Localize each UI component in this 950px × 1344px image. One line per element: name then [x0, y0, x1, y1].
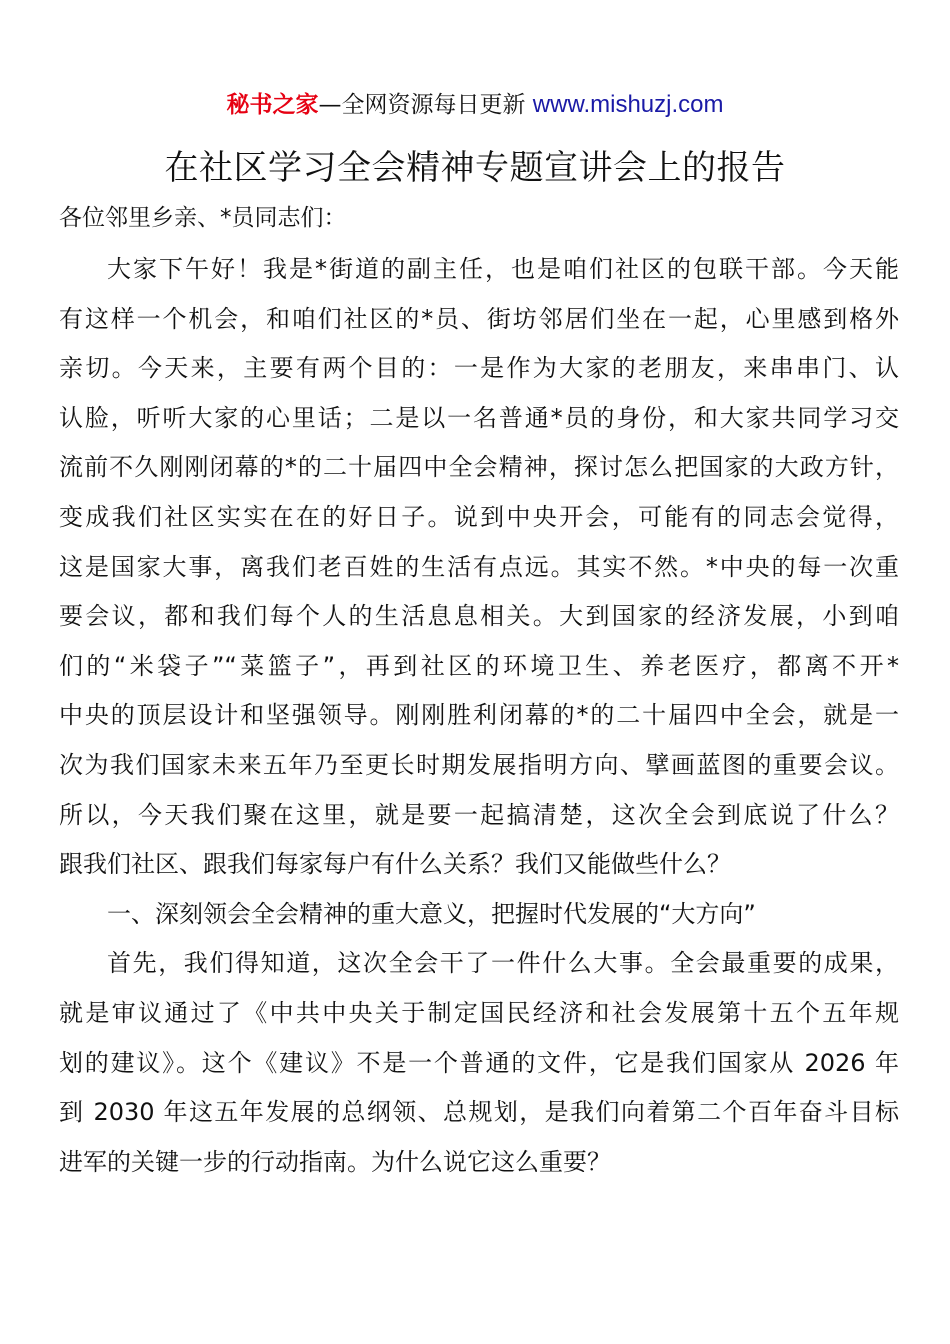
body-line: 跟我们社区、跟我们每家每户有什么关系？我们又能做些什么？: [59, 850, 731, 879]
body-line: 有这样一个机会，和咱们社区的*员、街坊邻居们坐在一起，心里感到格外: [59, 304, 899, 333]
site-header: [0, 88, 950, 122]
section-heading: 一、深刻领会全会精神的重大意义，把握时代发展的“大方向”: [107, 899, 756, 928]
body-line: 亲切。今天来，主要有两个目的：一是作为大家的老朋友，来串串门、认: [59, 354, 899, 383]
body-line: 首先，我们得知道，这次全会干了一件什么大事。全会最重要的成果，: [107, 949, 899, 978]
body-line: 就是审议通过了《中共中央关于制定国民经济和社会发展第十五个五年规: [59, 998, 899, 1027]
salutation: 各位邻里乡亲、*员同志们：: [59, 205, 347, 231]
body-line: 中央的顶层设计和坚强领导。刚刚胜利闭幕的*的二十届四中全会，就是一: [59, 701, 899, 730]
body-line: 划的建议》。这个《建议》不是一个普通的文件，它是我们国家从 2026 年: [59, 1048, 899, 1077]
body-line: 这是国家大事，离我们老百姓的生活有点远。其实不然。*中央的每一次重: [59, 552, 899, 581]
body-line: 到 2030 年这五年发展的总纲领、总规划，是我们向着第二个百年奋斗目标: [59, 1098, 899, 1127]
body-line: 认脸，听听大家的心里话；二是以一名普通*员的身份，和大家共同学习交: [59, 403, 899, 432]
site-brand: 秘书之家: [226, 92, 319, 118]
body-line: 进军的关键一步的行动指南。为什么说它这么重要？: [59, 1147, 611, 1176]
body-line: 要会议，都和我们每个人的生活息息相关。大到国家的经济发展，小到咱: [59, 602, 899, 631]
body-line: 流前不久刚刚闭幕的*的二十届四中全会精神，探讨怎么把国家的大政方针，: [59, 453, 899, 482]
site-tagline: —全网资源每日更新: [318, 92, 526, 118]
body-line: 所以，今天我们聚在这里，就是要一起搞清楚，这次全会到底说了什么？: [59, 800, 899, 829]
body-line: 变成我们社区实实在在的好日子。说到中央开会，可能有的同志会觉得，: [59, 502, 899, 531]
body-line: 们的“米袋子”“菜篮子”，再到社区的环境卫生、养老医疗，都离不开*: [59, 651, 899, 680]
site-url-link[interactable]: www.mishuzj.com: [532, 91, 724, 118]
body-line: 大家下午好！我是*街道的副主任，也是咱们社区的包联干部。今天能: [107, 255, 899, 283]
document-body: [59, 245, 899, 1187]
document-title: 在社区学习全会精神专题宣讲会上的报告: [164, 148, 786, 188]
body-line: 次为我们国家未来五年乃至更长时期发展指明方向、擘画蓝图的重要会议。: [59, 750, 899, 779]
